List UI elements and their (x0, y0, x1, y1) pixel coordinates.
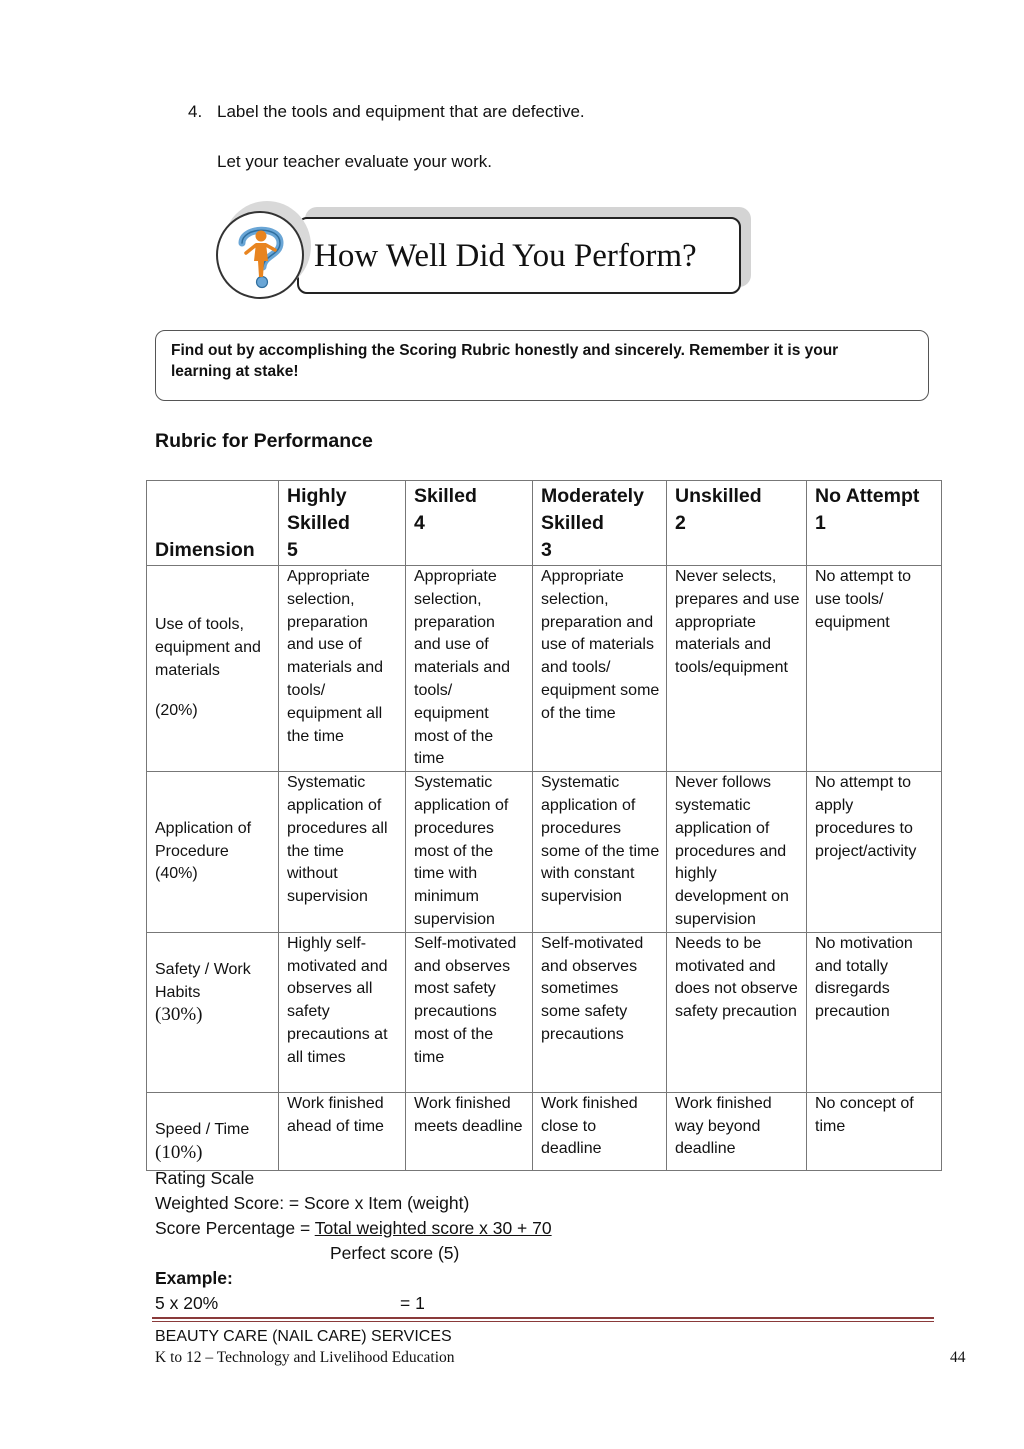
table-cell: Self-motivated and observes sometimes some safety precautions (533, 932, 667, 1092)
header-moderately-skilled: Moderately Skilled 3 (533, 481, 667, 566)
perfect-score: Perfect score (5) (330, 1243, 460, 1263)
table-header-row (147, 481, 942, 566)
table-cell: Needs to be motivated and does not observe safety precaution (667, 932, 807, 1092)
table-cell: Work finished meets deadline (406, 1092, 533, 1170)
table-cell: Systematic application of procedures most of the time with minimum supervision (406, 772, 533, 933)
example-label: Example: (155, 1268, 233, 1288)
header-skilled: Skilled 4 (406, 481, 533, 566)
footer-program: K to 12 – Technology and Livelihood Education (155, 1349, 455, 1366)
table-cell: Appropriate selection, preparation and use of materials and tools/ equipment some of the time (533, 566, 667, 772)
rubric-table (146, 480, 942, 1171)
question-mark-figure-icon (224, 219, 298, 293)
table-cell: Work finished ahead of time (279, 1092, 406, 1170)
teacher-note: Let your teacher evaluate your work. (217, 152, 492, 171)
table-row (147, 566, 942, 772)
footer-rule-thin (152, 1321, 934, 1322)
table-cell: No attempt to use tools/ equipment (807, 566, 942, 772)
table-cell: Never follows systematic application of procedures and highly development on supervision (667, 772, 807, 933)
table-cell: No concept of time (807, 1092, 942, 1170)
table-cell: Appropriate selection, preparation and use of materials and tools/ equipment all the time (279, 566, 406, 772)
row-dimension: Speed / Time (10%) (147, 1092, 279, 1170)
row-dimension: Safety / Work Habits (30%) (147, 932, 279, 1092)
header-highly-skilled: Highly Skilled 5 (279, 481, 406, 566)
header-dimension: Dimension (147, 481, 279, 566)
table-cell: Work finished way beyond deadline (667, 1092, 807, 1170)
table-cell: No motivation and totally disregards precaution (807, 932, 942, 1092)
rating-scale-title: Rating Scale (155, 1168, 255, 1188)
table-cell: No attempt to apply procedures to project/activity (807, 772, 942, 933)
step-text: Label the tools and equipment that are defective. (217, 102, 585, 121)
page-number: 44 (950, 1349, 966, 1366)
score-percentage-formula: Score Percentage = Total weighted score x 30 + 70 (155, 1218, 552, 1238)
footer-course: BEAUTY CARE (NAIL CARE) SERVICES (155, 1328, 452, 1345)
row-dimension: Use of tools, equipment and materials (20%) (147, 566, 279, 772)
table-row (147, 1092, 942, 1170)
rubric-title: Rubric for Performance (155, 430, 373, 452)
example-right: = 1 (400, 1293, 425, 1313)
step-number: 4. (188, 102, 203, 121)
table-row (147, 772, 942, 933)
instruction-step (188, 102, 585, 122)
table-row (147, 932, 942, 1092)
table-cell: Highly self-motivated and observes all safety precautions at all times (279, 932, 406, 1092)
example-left: 5 x 20% (155, 1293, 219, 1313)
table-cell: Appropriate selection, preparation and use of materials and tools/ equipment most of the time (406, 566, 533, 772)
footer-rule (152, 1317, 934, 1319)
weighted-score-formula: Weighted Score: = Score x Item (weight) (155, 1193, 470, 1213)
banner-title: How Well Did You Perform? (314, 238, 697, 274)
table-cell: Self-motivated and observes most safety precautions most of the time (406, 932, 533, 1092)
row-dimension: Application of Procedure (40%) (147, 772, 279, 933)
callout-text: Find out by accomplishing the Scoring Rubric honestly and sincerely. Remember it is your learning at stake! (171, 342, 839, 380)
table-cell: Work finished close to deadline (533, 1092, 667, 1170)
table-cell: Systematic application of procedures all the time without supervision (279, 772, 406, 933)
header-no-attempt: No Attempt 1 (807, 481, 942, 566)
table-cell: Never selects, prepares and use appropriate materials and tools/equipment (667, 566, 807, 772)
table-cell: Systematic application of procedures some of the time with constant supervision (533, 772, 667, 933)
header-unskilled: Unskilled 2 (667, 481, 807, 566)
